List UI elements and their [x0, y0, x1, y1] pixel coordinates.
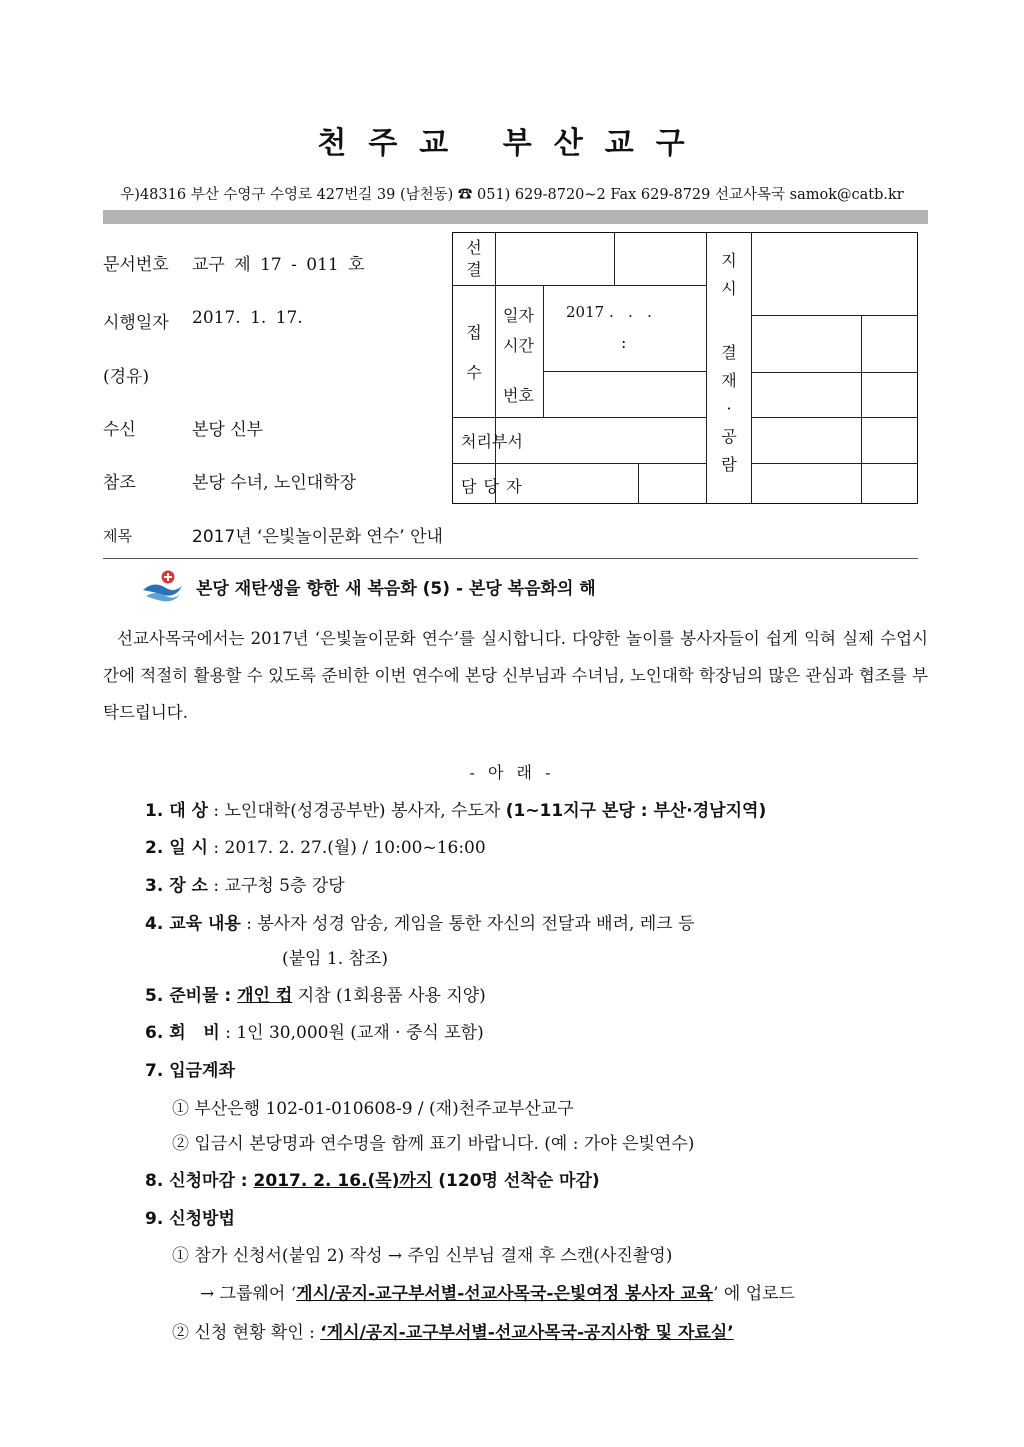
table-line — [706, 233, 707, 503]
item-method: 9. 신청방법 — [145, 1209, 235, 1229]
doc-number-value: 교구 제 17 - 011 호 — [192, 255, 365, 275]
slogan: 본당 재탄생을 향한 새 복음화 (5) - 본당 복음화의 해 — [196, 579, 596, 599]
approval-review-label: 결 재 · 공 람 — [721, 343, 737, 474]
cc-label: 참조 — [103, 473, 136, 493]
table-line — [751, 417, 917, 418]
doc-number-label: 문서번호 — [103, 255, 169, 275]
item-deadline: 8. 신청마감 : 2017. 2. 16.(목)까지 (120명 선착순 마감) — [145, 1171, 600, 1191]
item-method-upload: → 그룹웨어 ‘게시/공지-교구부서별-선교사목국-은빛여정 봉사자 교육’ 에 업로드 — [200, 1284, 795, 1304]
item-target: 1. 대 상 : 노인대학(성경공부반) 봉사자, 수도자 (1~11지구 본당 : 부산·경남지역) — [145, 801, 767, 821]
item-method-step1: ① 참가 신청서(붙임 2) 작성 → 주임 신부님 결재 후 스캔(사진촬영) — [172, 1246, 673, 1266]
approval-table — [452, 232, 918, 504]
table-line — [453, 417, 706, 418]
item-datetime: 2. 일 시 : 2017. 2. 27.(월) / 10:00~16:00 — [145, 838, 486, 858]
issue-date-value: 2017. 1. 17. — [192, 308, 303, 328]
issue-date-label: 시행일자 — [103, 313, 169, 333]
receipt-time-field: : — [621, 333, 627, 352]
number-label: 번호 — [503, 386, 534, 405]
table-line — [861, 315, 862, 503]
item-curriculum-note: (붙임 1. 참조) — [282, 949, 388, 969]
table-line — [751, 463, 917, 464]
item-account-bank: ① 부산은행 102-01-010608-9 / (재)천주교부산교구 — [172, 1099, 574, 1119]
subject-text: 2017년 ‘은빛놀이문화 연수’ 안내 — [192, 527, 443, 547]
date-label: 일자 — [503, 306, 534, 325]
table-line — [453, 463, 706, 464]
item-fee: 6. 회 비 : 1인 30,000원 (교재 · 중식 포함) — [145, 1023, 484, 1043]
page-title: 천주교 부산교구 — [317, 126, 707, 161]
diocese-logo-icon — [140, 568, 184, 604]
cc-value: 본당 수녀, 노인대학장 — [192, 473, 357, 493]
notice-heading: - 아 래 - — [469, 763, 555, 782]
subject-label: 제목 — [103, 527, 132, 545]
processing-dept-label: 처리부서 — [461, 432, 523, 451]
table-line — [638, 463, 639, 503]
intro-paragraph: 선교사목국에서는 2017년 ‘은빛놀이문화 연수’를 실시합니다. 다양한 놀이를 봉사자들이 쉽게 익혀 실제 수업시간에 적절히 활용할 수 있도록 준비한 이번 연수에 본당 신부님과 수녀님, 노인대학 학장님의 많은 관심과 협조를 부탁드립니다. — [103, 629, 928, 722]
subject-divider — [103, 558, 918, 559]
receipt-date-field: 2017 . . . — [566, 303, 652, 321]
address-line: 우)48316 부산 수영구 수영로 427번길 39 (남천동) ☎ 051) 629-8720~2 Fax 629-8729 선교사목국 samok@catb.kr — [120, 187, 904, 203]
table-line — [614, 233, 615, 285]
seongyeol-label: 선 결 — [466, 238, 482, 279]
table-line — [751, 315, 917, 316]
table-line — [543, 371, 706, 372]
header-divider-bar — [103, 210, 928, 224]
table-line — [453, 285, 706, 286]
item-method-status: ② 신청 현황 확인 : ‘게시/공지-교구부서별-선교사목국-공지사항 및 자료실’ — [172, 1323, 734, 1343]
item-curriculum: 4. 교육 내용 : 봉사자 성경 암송, 게임을 통한 자신의 전달과 배려, 레크 등 — [145, 914, 695, 934]
item-supplies: 5. 준비물 : 개인 컵 지참 (1회용품 사용 지양) — [145, 986, 486, 1006]
instruction-label: 지 시 — [721, 251, 737, 298]
table-line — [751, 372, 917, 373]
time-label: 시간 — [503, 336, 534, 355]
item-account-note: ② 입금시 본당명과 연수명을 함께 표기 바랍니다. (예 : 가야 은빛연수) — [172, 1134, 695, 1154]
item-account: 7. 입금계좌 — [145, 1061, 235, 1081]
manager-label: 담 당 자 — [461, 477, 522, 496]
jeopsu-label: 접 수 — [466, 323, 482, 382]
recipient-label: 수신 — [103, 420, 136, 440]
recipient-value: 본당 신부 — [192, 420, 264, 440]
table-line — [543, 285, 544, 418]
item-venue: 3. 장 소 : 교구청 5층 강당 — [145, 876, 345, 896]
via-label: (경유) — [103, 367, 150, 387]
